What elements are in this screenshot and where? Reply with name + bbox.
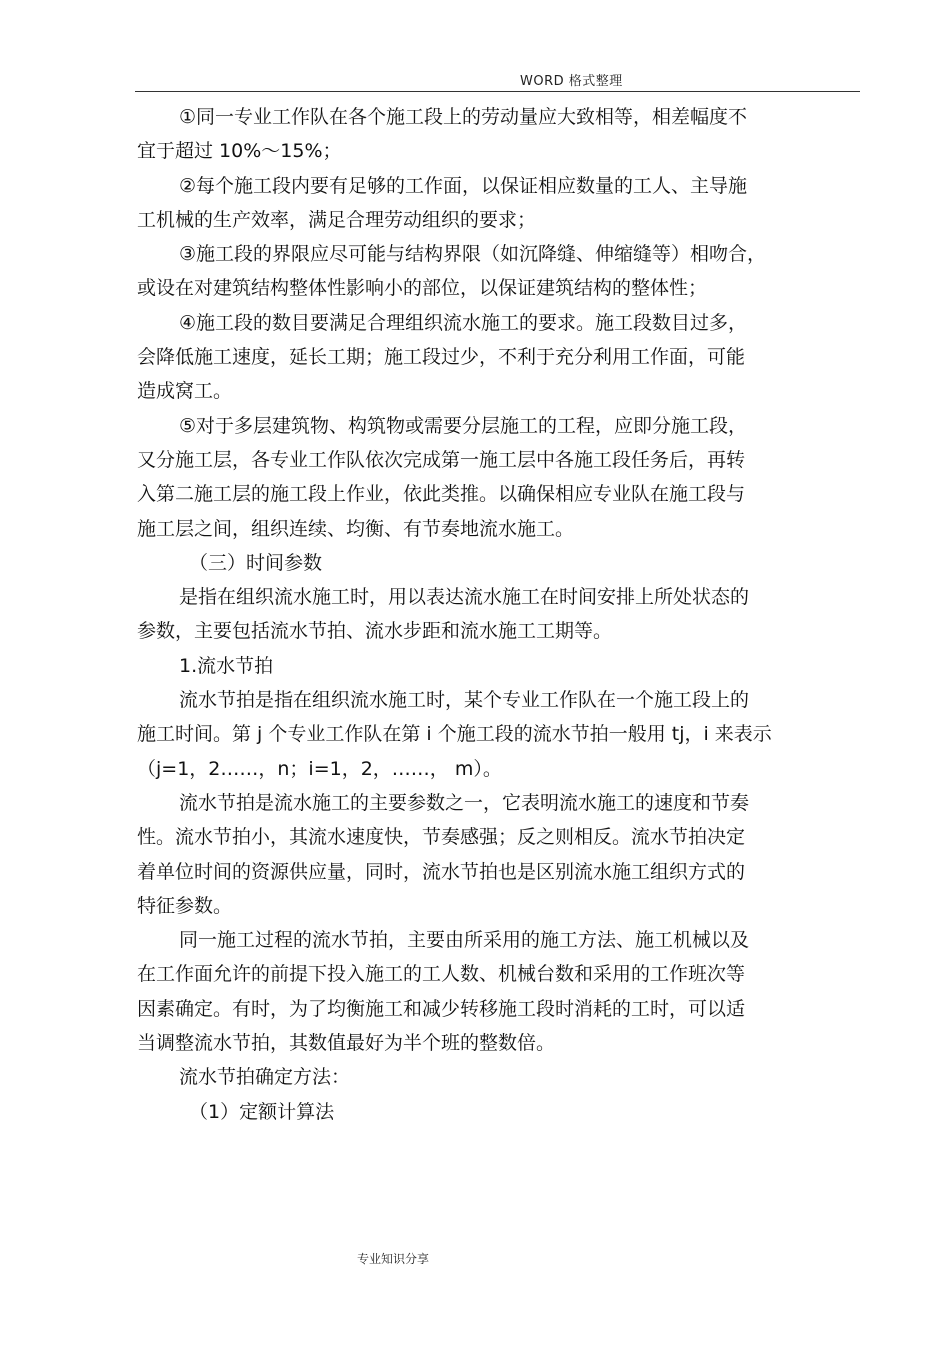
page-header: WORD 格式整理 <box>520 74 623 89</box>
text-line: 又分施工层，各专业工作队依次完成第一施工层中各施工段任务后，再转 <box>137 448 746 471</box>
text-line: （j=1，2……，n；i=1，2，……， m）。 <box>137 757 502 780</box>
header-divider <box>135 91 860 92</box>
text-line: 工机械的生产效率，满足合理劳动组织的要求； <box>137 208 537 231</box>
text-line: 或设在对建筑结构整体性影响小的部位，以保证建筑结构的整体性； <box>137 277 708 300</box>
section-heading: （三）时间参数 <box>189 551 323 574</box>
text-line: 施工时间。第 j 个专业工作队在第 i 个施工段的流水节拍一般用 tj，i 来表示 <box>137 723 772 746</box>
text-line: ①同一专业工作队在各个施工段上的劳动量应大致相等，相差幅度不 <box>179 106 748 128</box>
text-line: 流水节拍是流水施工的主要参数之一，它表明流水施工的速度和节奏 <box>179 791 750 814</box>
text-line: 着单位时间的资源供应量，同时，流水节拍也是区别流水施工组织方式的 <box>137 860 746 883</box>
text-line: 造成窝工。 <box>137 380 233 403</box>
text-line: 宜于超过 10%～15%； <box>137 140 342 163</box>
text-line: 同一施工过程的流水节拍，主要由所采用的施工方法、施工机械以及 <box>179 929 750 952</box>
text-line: 因素确定。有时，为了均衡施工和减少转移施工段时消耗的工时，可以适 <box>137 997 746 1020</box>
text-line: 施工层之间，组织连续、均衡、有节奏地流水施工。 <box>137 517 575 540</box>
text-line: 性。流水节拍小，其流水速度快，节奏感强；反之则相反。流水节拍决定 <box>137 826 746 849</box>
text-line: 在工作面允许的前提下投入施工的工人数、机械台数和采用的工作班次等 <box>137 963 746 986</box>
text-line: 当调整流水节拍，其数值最好为半个班的整数倍。 <box>137 1032 556 1055</box>
text-line: 流水节拍是指在组织流水施工时，某个专业工作队在一个施工段上的 <box>179 689 750 712</box>
text-line: ③施工段的界限应尽可能与结构界限（如沉降缝、伸缩缝等）相吻合， <box>179 243 767 266</box>
text-line: ④施工段的数目要满足合理组织流水施工的要求。施工段数目过多， <box>179 311 748 334</box>
text-line: 是指在组织流水施工时，用以表达流水施工在时间安排上所处状态的 <box>179 586 750 609</box>
text-line: 参数，主要包括流水节拍、流水步距和流水施工工期等。 <box>137 620 613 643</box>
subsection-heading: 1.流水节拍 <box>179 654 274 677</box>
text-line: 流水节拍确定方法： <box>179 1066 351 1089</box>
text-line: ②每个施工段内要有足够的工作面，以保证相应数量的工人、主导施 <box>179 174 748 197</box>
page-footer: 专业知识分享 <box>357 1252 430 1266</box>
subsection-heading: （1）定额计算法 <box>189 1100 335 1123</box>
text-line: 入第二施工层的施工段上作业，依此类推。以确保相应专业队在施工段与 <box>137 483 746 506</box>
text-line: ⑤对于多层建筑物、构筑物或需要分层施工的工程，应即分施工段， <box>179 414 748 437</box>
document-body <box>137 100 859 1129</box>
text-line: 会降低施工速度，延长工期；施工段过少，不利于充分利用工作面，可能 <box>137 346 746 369</box>
text-line: 特征参数。 <box>137 894 233 917</box>
